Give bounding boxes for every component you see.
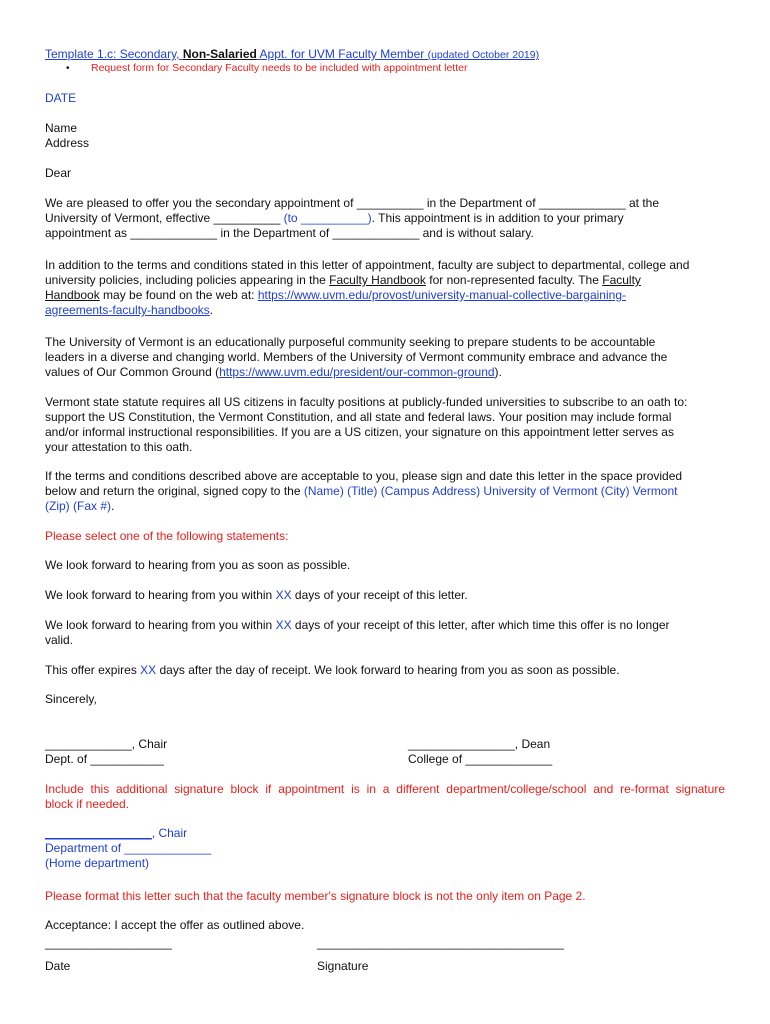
handbook-url-link-cont[interactable]: agreements-faculty-handbooks [45,303,210,317]
home-chair-label: , Chair [151,826,188,840]
paragraph-terms [45,258,735,318]
statement-3-xx: XX [275,618,292,632]
statement-3 [45,618,670,648]
statement-2 [45,588,468,602]
format-note: Please format this letter such that the faculty member's signature block is not the only item on Page 2. [45,889,586,903]
home-dept-signature-block [45,826,211,871]
return-line-2 [45,484,735,499]
home-department-label: (Home department) [45,856,150,870]
paragraph-oath [45,395,735,455]
address-placeholder: Address [45,136,90,150]
oath-line-2: support the US Constitution, the Vermont Constitution, and all state and federal laws. Your position may include formal [45,410,672,424]
paragraph-community [45,335,735,380]
statement-4-xx: XX [140,663,157,677]
additional-signature-note [45,782,725,812]
return-line-3 [45,499,735,514]
oath-line-3: and/or informal instructional responsibilities. If you are a US citizen, your signature on this appointment letter serves as [45,425,674,439]
statement-2-a: We look forward to hearing from you within [45,588,276,602]
return-end: . [111,499,115,513]
faculty-handbook-link-2a[interactable]: Faculty [602,273,641,287]
offer-effective: University of Vermont, effective __________ [45,211,284,225]
offer-to-date: (to __________) [283,211,372,225]
additional-note-line-1: Include this additional signature block if appointment is in a different department/college/school and re-format signature [45,782,725,796]
offer-line-3: appointment as _____________ in the Department of _____________ and is without salary. [45,226,534,240]
terms-line-4 [45,303,735,318]
statement-4-c: days after the day of receipt. We look forward to hearing from you as soon as possible. [156,663,620,677]
dept-line: Dept. of ___________ [45,752,164,766]
community-line-3 [45,365,735,380]
college-line: College of _____________ [408,752,553,766]
title-updated: (updated October 2019) [427,49,540,61]
terms-end: . [209,303,214,317]
request-form-note: Request form for Secondary Faculty needs to be included with appointment letter [91,62,468,74]
return-address: (Name) (Title) (Campus Address) University of Vermont (City) Vermont [303,484,678,498]
chair-signature-line: _____________, Chair [45,737,168,751]
terms-line-1: In addition to the terms and conditions stated in this letter of appointment, faculty are subject to departmental, college and [45,258,690,272]
paragraph-offer [45,196,735,241]
select-statement-note: Please select one of the following statements: [45,529,289,543]
return-zip-fax: (Zip) (Fax #) [45,499,111,513]
community-line-2: leaders in a diverse and changing world. Members of the University of Vermont community embrace and advance the [45,350,668,364]
sincerely: Sincerely, [45,692,97,706]
terms-line-3 [45,288,735,303]
terms-non-represented: for non-represented faculty. The [425,273,603,287]
offer-addition: . This appointment is in addition to your primary [371,211,624,225]
handbook-url-link[interactable]: https://www.uvm.edu/provost/university-manual-collective-bargaining- [257,288,626,302]
home-department-line: Department of _____________ [45,841,212,855]
name-placeholder: Name [45,121,78,135]
statement-1: We look forward to hearing from you as soon as possible. [45,558,351,572]
statement-4-a: This offer expires [45,663,141,677]
statement-2-xx: XX [275,588,292,602]
community-end: ). [494,365,502,379]
signature-label: Signature [317,959,369,973]
terms-web: may be found on the web at: [99,288,258,302]
statement-3-a: We look forward to hearing from you within [45,618,276,632]
common-ground-link[interactable]: https://www.uvm.edu/president/our-common-ground [219,365,495,379]
title-part-1: Template 1.c: Secondary, [45,47,183,61]
title-non-salaried: Non-Salaried [182,47,257,61]
offer-line-2 [45,211,735,226]
community-line-1: The University of Vermont is an educationally purposeful community seeking to prepare students to be accountable [45,335,656,349]
faculty-handbook-link-2b[interactable]: Handbook [45,288,100,302]
oath-line-1: Vermont state statute requires all US citizens in faculty positions at publicly-funded universities to subscribe to an oath to: [45,395,688,409]
date-label: Date [45,959,71,973]
statement-3-c: days of your receipt of this letter, after which time this offer is no longer [291,618,670,632]
date-blank: ___________________ [45,936,172,950]
statement-4 [45,663,620,677]
offer-line-1: We are pleased to offer you the secondary appointment of __________ in the Department of _____________ at the [45,196,660,210]
oath-line-4: your attestation to this oath. [45,440,193,454]
additional-note-line-2: block if needed. [45,797,130,811]
common-ground-text: values of Our Common Ground ( [45,365,220,379]
title-part-3: Appt. for UVM Faculty Member [256,47,428,61]
statement-3-d: valid. [45,633,74,647]
salutation: Dear [45,166,72,180]
faculty-handbook-link[interactable]: Faculty Handbook [329,273,426,287]
signature-blank: _____________________________________ [317,936,564,950]
terms-policies: university policies, including policies appearing in the [45,273,330,287]
statement-2-c: days of your receipt of this letter. [291,588,468,602]
dean-signature-line: ________________, Dean [408,737,551,751]
paragraph-return [45,469,735,514]
template-title [45,47,539,61]
home-chair-blank: ________________ [45,826,152,840]
acceptance-statement: Acceptance: I accept the offer as outlined above. [45,918,305,932]
return-line-1: If the terms and conditions described above are acceptable to you, please sign and date this letter in the space provided [45,469,683,483]
bullet-icon: • [66,63,70,74]
return-text: below and return the original, signed copy to the [45,484,304,498]
date-placeholder: DATE [45,91,77,105]
terms-line-2 [45,273,735,288]
